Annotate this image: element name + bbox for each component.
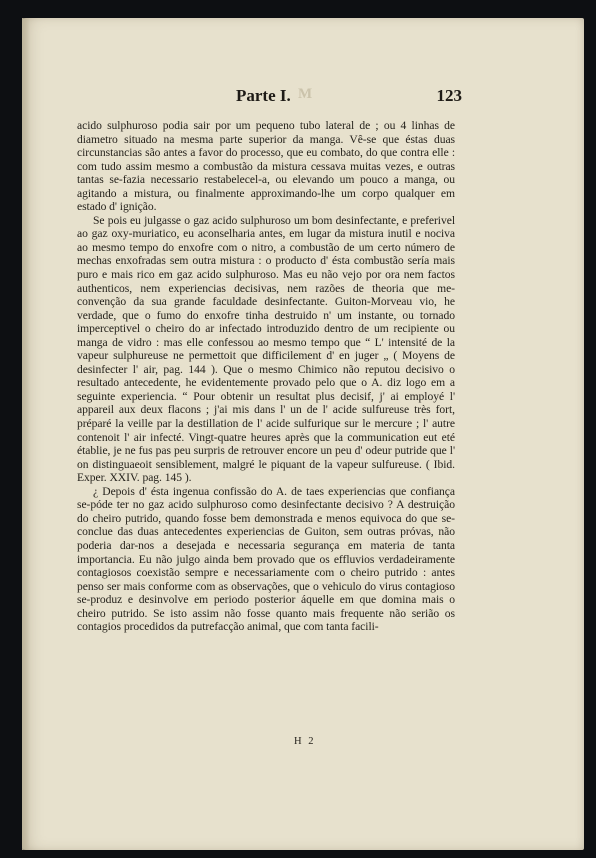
running-head: Parte I. — [236, 86, 291, 105]
paragraph-2: Se pois eu julgasse o gaz acido sulphuroso um bom desinfectante, e preferivel ao gaz oxy-muriatico, eu aconselharia antes, em lugar da mistura inutil e nociva ao mesmo tempo do enxofre com o nitro, a combustão de um certo número de mechas enxofradas sem outra mistura : o producto d' ésta combustão sería mais puro e mais rico em gaz acido sulphuroso. Mas eu não vejo por ora nem factos authenticos, nem experiencias decisivas, nem razões de theoria que me-convenção da sua grande faculdade desinfectante. Guiton-Morveau vio, he verdade, que o fumo do enxofre tinha destruido n' um instante, ou tornado imperceptivel o cheiro do ar infectado introduzido dentro de um recipiente ou manga de vidro : mas elle confessou ao mesmo tempo que “ L' intensité de la vapeur sulphureuse ne permettoit que difficilement d' en juger „ ( Moyens de desinfecter l' air, pag. 144 ). Que o mesmo Chimico não reputou decisivo o resultado antecedente, he evidentemente provado pelo que o A. diz logo em a seguinte experiencia. “ Pour obtenir un resultat plus decisif, j' ai employé l' appareil aux deux flacons ; j'ai mis dans l' un de l' acide sulfureuse très fort, préparé la veille par la destillation de l' acide sulfurique sur le mercure ; l' autre contenoit l' air infecté. Vingt-quatre heures après que la communication eut eté établie, je ne fus pas peu surpris de retrouver encore un peu d' odeur putride que l' on distinguaeoit sensiblement, malgré le piquant de la vapeur sulfureuse. ( Ibid. Exper. XXIV. pag. 145 ). — [77, 213, 455, 485]
page-number: 123 — [436, 86, 462, 105]
show-through-mark: M — [298, 86, 313, 102]
paragraph-3: ¿ Depois d' ésta ingenua confissão do A. de taes experiencias que confiança se-póde ter no gaz acido sulphuroso como desinfectante decisivo ? A destruição do cheiro putrido, quando fosse bem demonstrada e menos equivoca do que se-conclue das duas antecedentes experiencias de Guiton, sem outras próvas, não poderia dar-nos a desejada e necessaria segurança em materia de tanta importancia. Eu não julgo ainda bem provado que os effluvios verdadeiramente contagiosos coexistão sempre e necessariamente com o cheiro putrido : antes penso ser mais conforme com as observações, que o vehiculo do virus contagioso se-produz e desinvolve em periodo posterior áquelle em que domina mais o cheiro putrido. Se isto assim não fosse quanto mais frequente não serião os contagios procedidos da putrefacção animal, que com tanta facili- — [77, 484, 455, 634]
page-header — [236, 86, 462, 108]
body-text — [77, 119, 455, 634]
signature-mark: H 2 — [294, 736, 316, 747]
paragraph-1: acido sulphuroso podia sair por um pequeno tubo lateral de ; ou 4 linhas de diametro situado na mesma parte superior da manga. Vê-se que éstas duas circunstancias são antes a favor do processo, que eu combato, do que contra elle : com tudo assim mesmo a combustão da mistura cessava muitas vezes, e outras tantas se-fazia necessario restabelecel-a, ou elevando um pouco a manga, ou agitando a mistura, ou finalmente approximando-lhe um corpo qualquer em estado d' ignição. — [77, 119, 455, 214]
page-gutter-shadow — [22, 18, 30, 850]
